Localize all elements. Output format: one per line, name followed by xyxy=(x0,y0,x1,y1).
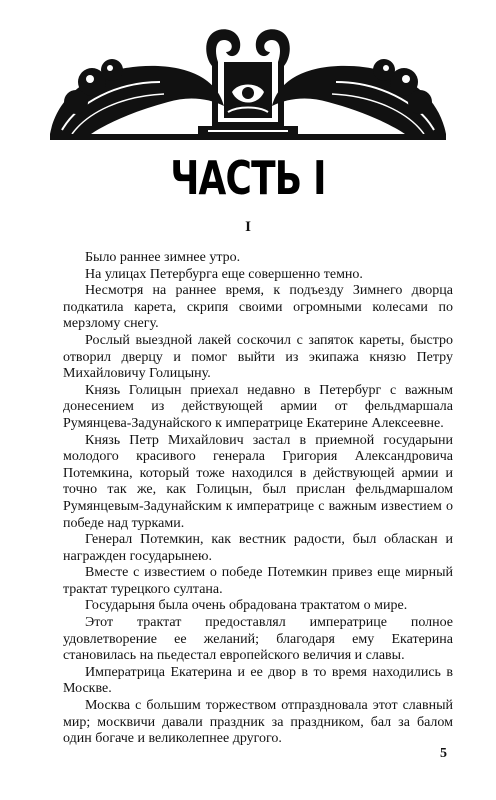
paragraph: Москва с большим торжеством отпраздновала этот славный мир; москвичи давали праздник за праздником, бал за балом один богаче и великолепнее другого. xyxy=(63,698,453,747)
right-cornucopia-ornament xyxy=(272,59,446,140)
chapter-number: I xyxy=(245,219,251,235)
paragraph: Рослый выездной лакей соскочил с запяток кареты, быстро отворил дверцу и помог выйти из экипажа князю Петру Михайловичу Голицыну. xyxy=(63,332,453,382)
part-title: ЧАСТЬ I xyxy=(170,151,326,205)
paragraph: Этот трактат предоставлял императрице полное удовлетворение ее желаний; благодаря ему Екатерина становилась на пьедестал европейского величия и славы. xyxy=(63,615,453,664)
body-text xyxy=(63,250,453,748)
page-number: 5 xyxy=(440,746,447,761)
paragraph: На улицах Петербурга еще совершенно темно. xyxy=(85,266,363,282)
paragraph: Было раннее зимнее утро. xyxy=(85,250,241,265)
paragraph: Князь Петр Михайлович застал в приемной государыни молодого красивого генерала Григория Александровича Потемкина, который тоже находился в действующей армии и точно так же, как Голицын, был прислан фельдмаршалом Румянцевым-Задунайским к императрице с важным известием о победе над турками. xyxy=(63,432,453,531)
paragraph: Князь Голицын приехал недавно в Петербург с важным донесением из действующей армии от фельдмаршала Румянцева-Задунайского к императрице Екатерине Алексеевне. xyxy=(63,382,453,431)
paragraph: Генерал Потемкин, как вестник радости, был обласкан и награжден государынею. xyxy=(63,532,453,564)
paragraph: Несмотря на раннее время, к подъезду Зимнего дворца подкатила карета, скрипя своими огромными колесами по мерзлому снегу. xyxy=(63,283,453,332)
decorative-headpiece-ornament xyxy=(48,22,448,152)
left-cornucopia-ornament xyxy=(50,59,224,140)
paragraph: Императрица Екатерина и ее двор в то время находились в Москве. xyxy=(63,664,453,697)
central-urn-ornament xyxy=(198,29,298,140)
paragraph: Государыня была очень обрадована трактатом о мире. xyxy=(85,598,408,614)
paragraph: Вместе с известием о победе Потемкин привез еще мирный трактат турецкого султана. xyxy=(63,565,453,597)
